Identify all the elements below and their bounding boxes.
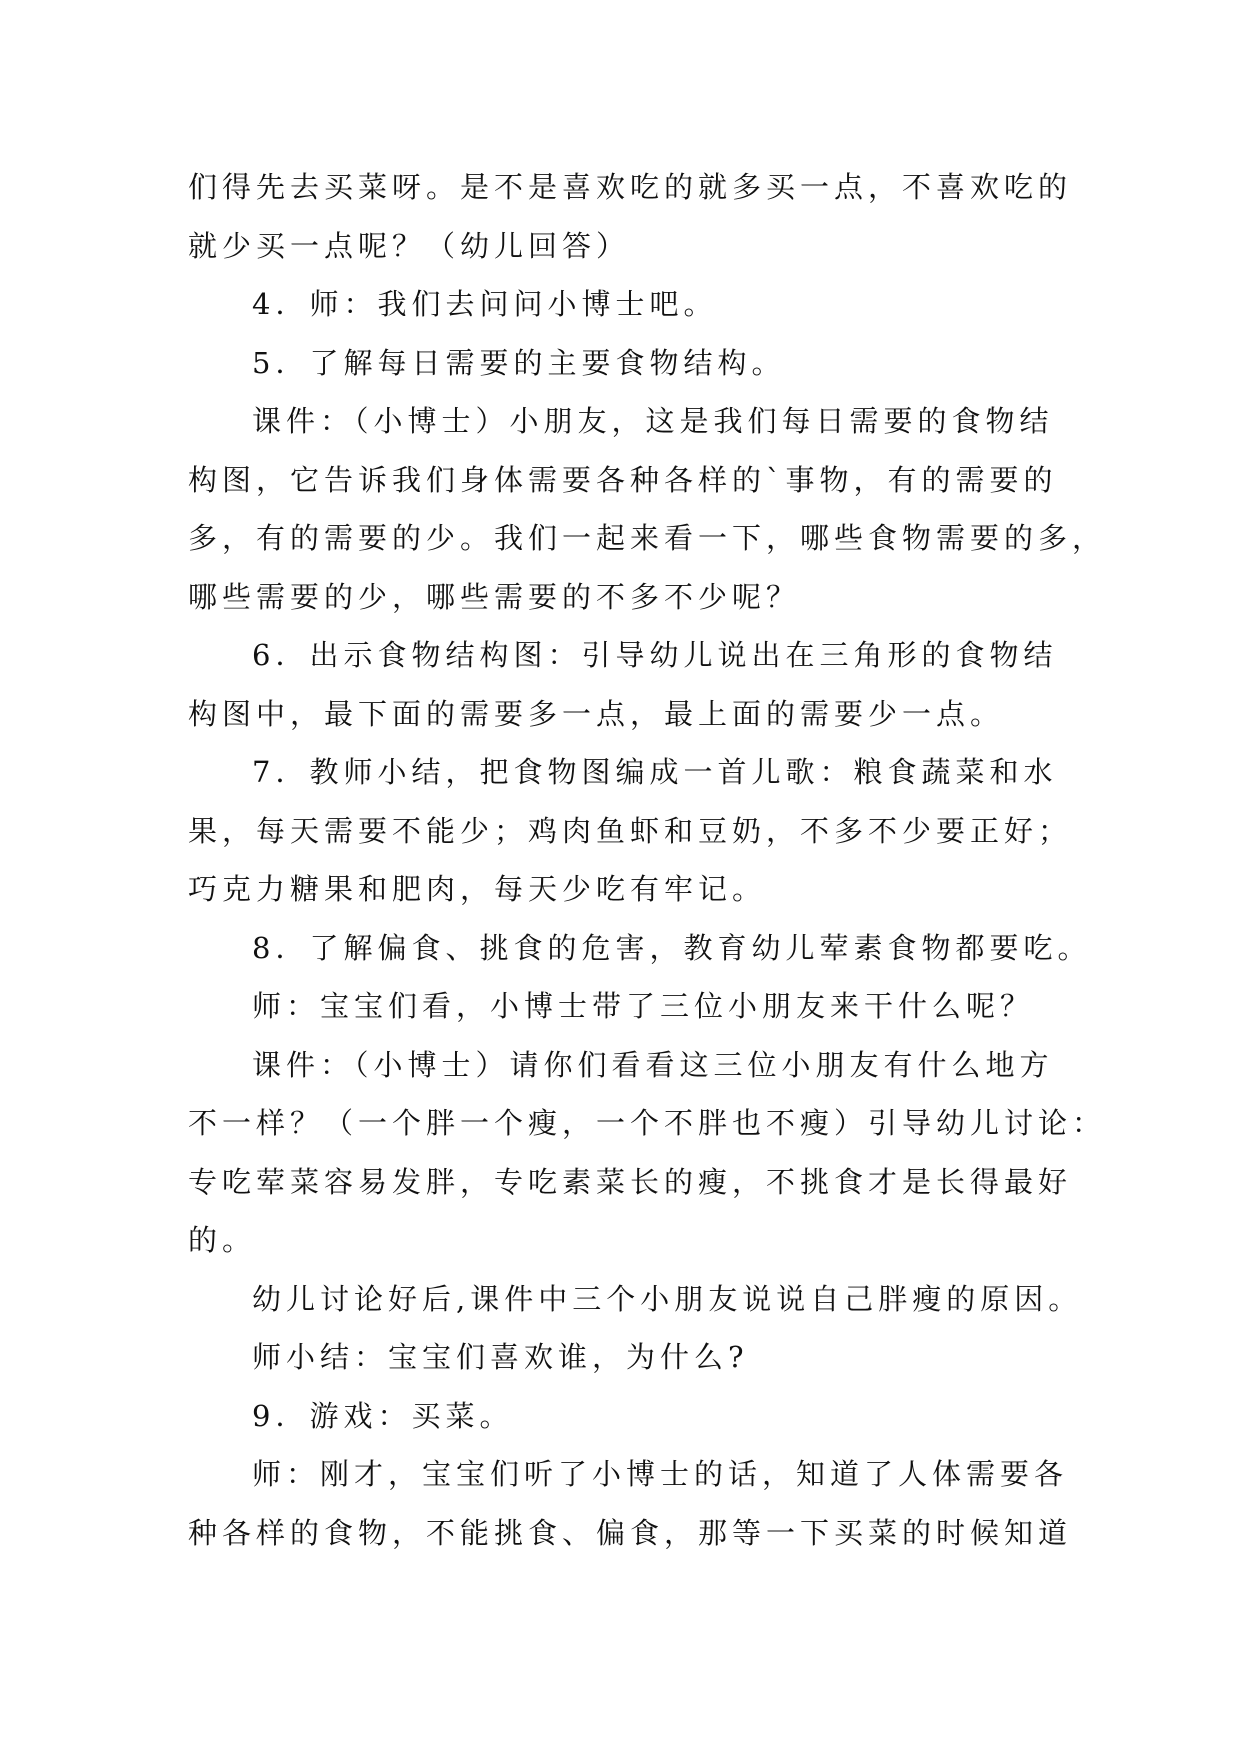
text-line: 师：刚才，宝宝们听了小博士的话，知道了人体需要各 — [252, 1457, 1069, 1491]
text-line: 9．游戏：买菜。 — [252, 1398, 514, 1433]
text-line: 师小结：宝宝们喜欢谁，为什么? — [252, 1340, 749, 1374]
text-line: 构图，它告诉我们身体需要各种各样的`事物，有的需要的 — [188, 462, 1058, 497]
document-body — [188, 158, 1107, 1562]
text-line: 4．师：我们去问问小博士吧。 — [252, 287, 718, 321]
text-line: 们得先去买菜呀。是不是喜欢吃的就多买一点，不喜欢吃的 — [188, 170, 1073, 204]
text-line: 课件：（小博士）小朋友，这是我们每日需要的食物结 — [252, 404, 1054, 438]
text-line: 幼儿讨论好后,课件中三个小朋友说说自己胖瘦的原因。 — [252, 1281, 1083, 1316]
text-line: 师：宝宝们看，小博士带了三位小朋友来干什么呢？ — [252, 989, 1035, 1023]
text-line: 就少买一点呢？（幼儿回答） — [188, 228, 631, 263]
text-line: 7．教师小结，把食物图编成一首儿歌：粮食蔬菜和水 — [252, 755, 1058, 789]
text-line: 不一样？（一个胖一个瘦，一个不胖也不瘦）引导幼儿讨论： — [188, 1106, 1107, 1140]
text-line: 哪些需要的少，哪些需要的不多不少呢？ — [188, 579, 801, 614]
text-line: 6．出示食物结构图：引导幼儿说出在三角形的食物结 — [252, 638, 1058, 672]
text-line: 专吃荤菜容易发胖，专吃素菜长的瘦，不挑食才是长得最好 — [188, 1164, 1073, 1199]
text-line: 巧克力糖果和肥肉，每天少吃有牢记。 — [188, 872, 767, 906]
text-line: 果，每天需要不能少；鸡肉鱼虾和豆奶，不多不少要正好； — [188, 813, 1073, 848]
text-line: 8．了解偏食、挑食的危害，教育幼儿荤素食物都要吃。 — [252, 930, 1092, 965]
text-line: 构图中，最下面的需要多一点，最上面的需要少一点。 — [188, 696, 1005, 731]
text-line: 的。 — [188, 1223, 257, 1257]
text-line: 种各样的食物，不能挑食、偏食，那等一下买菜的时候知道 — [188, 1515, 1073, 1550]
text-line: 多，有的需要的少。我们一起来看一下，哪些食物需要的多， — [188, 521, 1107, 555]
text-line: 课件：（小博士）请你们看看这三位小朋友有什么地方 — [252, 1047, 1054, 1082]
text-line: 5．了解每日需要的主要食物结构。 — [252, 345, 786, 380]
